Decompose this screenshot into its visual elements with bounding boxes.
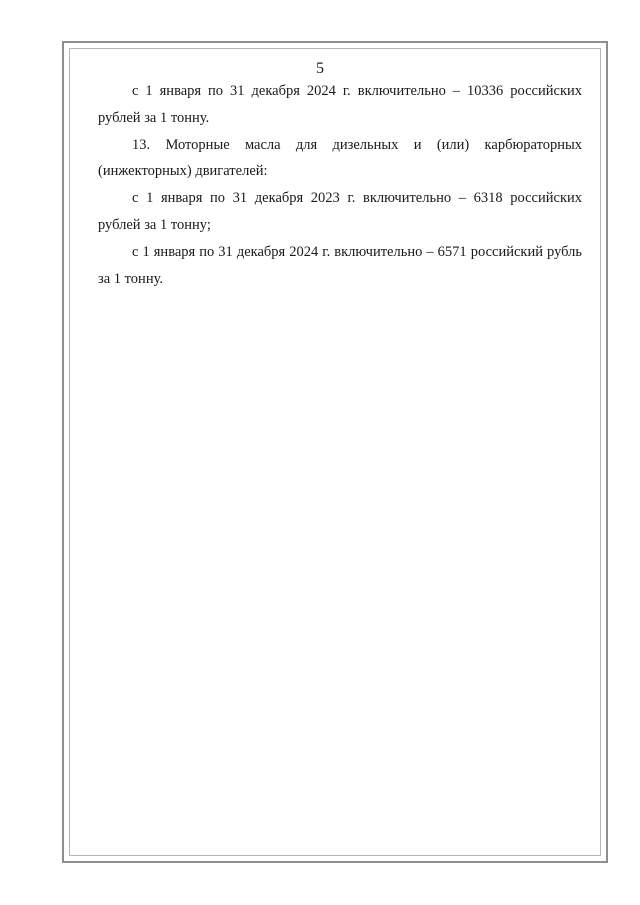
paragraph-rate-2024-item13: с 1 января по 31 декабря 2024 г. включительно – 6571 российский рубль за 1 тонну. (98, 243, 582, 287)
document-body (98, 78, 582, 292)
paragraph-item-13-motor-oils: 13. Моторные масла для дизельных и (или) карбюраторных (инжекторных) двигателей: (98, 136, 582, 180)
paragraph-rate-2024-item12: с 1 января по 31 декабря 2024 г. включительно – 10336 российских рублей за 1 тонну. (98, 83, 582, 126)
page-number: 5 (316, 60, 324, 77)
paragraph-rate-2023-item13: с 1 января по 31 декабря 2023 г. включительно – 6318 российских рублей за 1 тонну; (98, 190, 582, 233)
